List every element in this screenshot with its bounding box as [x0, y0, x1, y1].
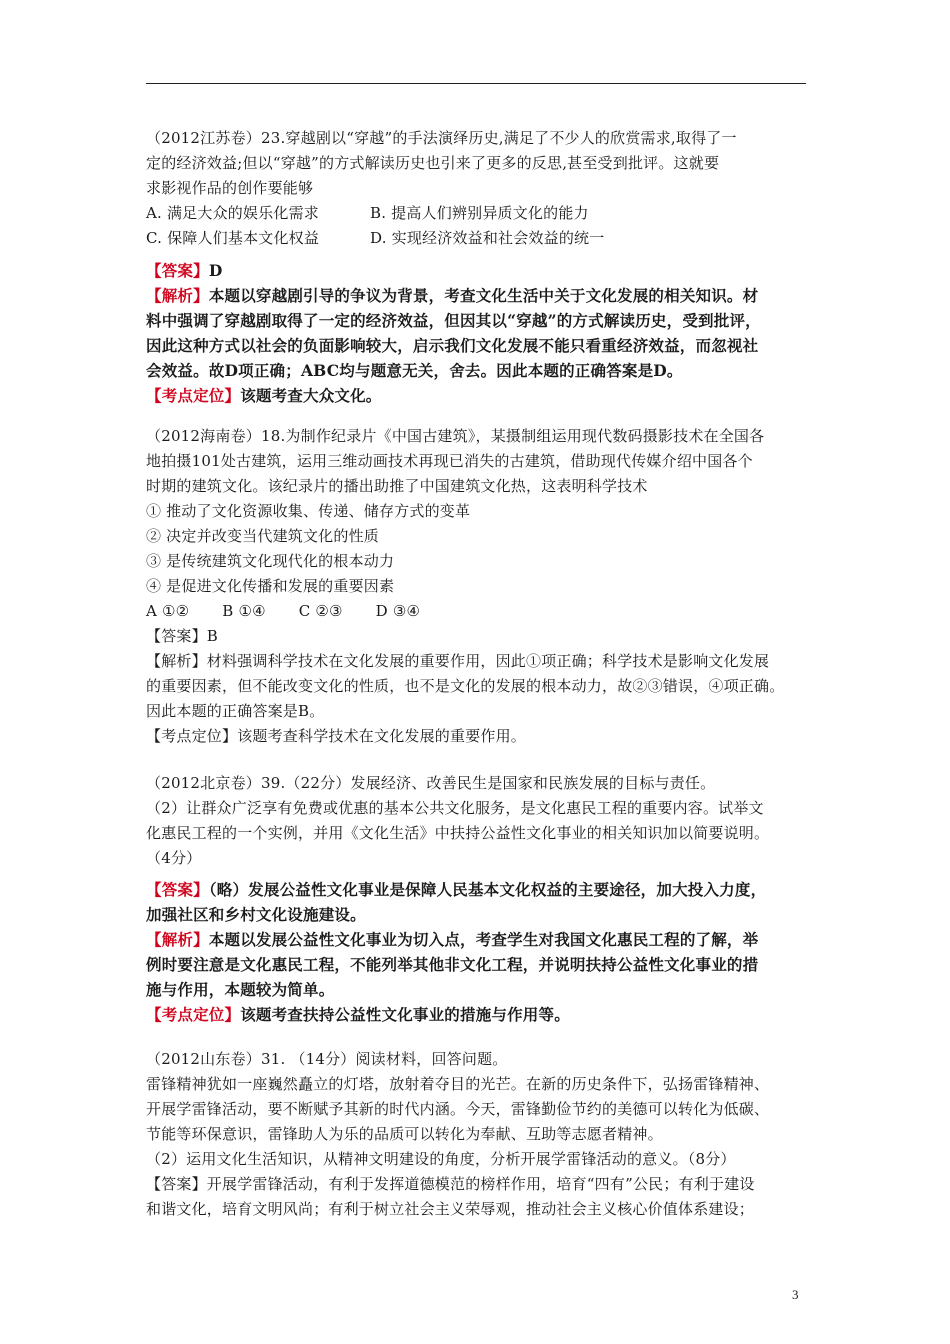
option-a: A. 满足大众的娱乐化需求 [146, 204, 319, 222]
analysis-line: 会效益。故D项正确；ABC均与题意无关，舍去。因此本题的正确答案是D。 [146, 361, 683, 380]
point-line: 【考点定位】该题考查科学技术在文化发展的重要作用。 [146, 727, 527, 745]
question-stem-line: （2012山东卷）31. （14分）阅读材料，回答问题。 [146, 1050, 508, 1068]
question-stem-line: （4分） [146, 849, 202, 867]
question-stem-line: 求影视作品的创作要能够 [146, 179, 314, 197]
analysis-tag: 【解析】 [146, 930, 209, 949]
analysis-line: 料中强调了穿越剧取得了一定的经济效益，但因其以“穿越”的方式解读历史，受到批评， [146, 311, 761, 330]
option-b: B. 提高人们辨别异质文化的能力 [370, 204, 589, 222]
point-tag: 【考点定位】 [146, 1005, 241, 1024]
choice-c: C ②③ [298, 602, 343, 620]
options-row [146, 226, 810, 251]
analysis-line: 【解析】本题以穿越剧引导的争议为背景，考查文化生活中关于文化发展的相关知识。材 [146, 286, 759, 305]
statement-item: ② 决定并改变当代建筑文化的性质 [146, 527, 379, 545]
answer-tag: 【答案】 [146, 880, 209, 899]
statement-item: ④ 是促进文化传播和发展的重要因素 [146, 577, 395, 595]
question-shandong [146, 1047, 810, 1222]
question-stem-line: 节能等环保意识，雷锋助人为乐的品质可以转化为奉献、互助等志愿者精神。 [146, 1125, 663, 1143]
analysis-line: 例时要注意是文化惠民工程，不能列举其他非文化工程，并说明扶持公益性文化事业的措 [146, 955, 759, 974]
page-number: 3 [792, 1287, 799, 1302]
choice-a: A ①② [146, 602, 190, 620]
answer-line: 和谐文化，培育文明风尚；有利于树立社会主义荣辱观，推动社会主义核心价值体系建设； [146, 1200, 755, 1218]
answer-line: 【答案】（略）发展公益性文化事业是保障人民基本文化权益的主要途径，加大投入力度， [146, 880, 767, 899]
point-line: 【考点定位】该题考查扶持公益性文化事业的措施与作用等。 [146, 1005, 570, 1024]
question-beijing [146, 771, 810, 871]
question-stem-line: （2012海南卷）18.为制作纪录片《中国古建筑》，某摄制组运用现代数码摄影技术在全国各 [146, 427, 765, 445]
answer-value: D [208, 261, 223, 280]
question-hainan [146, 424, 810, 749]
question-stem-line: （2012江苏卷）23.穿越剧以“穿越”的手法演绎历史,满足了不少人的欣赏需求,取得了一 [146, 129, 737, 147]
option-c: C. 保障人们基本文化权益 [146, 229, 320, 247]
question-stem-line: （2）运用文化生活知识，从精神文明建设的角度，分析开展学雷锋活动的意义。（8分） [146, 1150, 736, 1168]
answer-block-beijing [146, 877, 810, 1027]
question-stem-line: 定的经济效益;但以“穿越”的方式解读历史也引来了更多的反思,甚至受到批评。这就要 [146, 154, 720, 172]
question-stem-line: 开展学雷锋活动，要不断赋予其新的时代内涵。今天，雷锋勤俭节约的美德可以转化为低碳、 [146, 1100, 770, 1118]
question-stem-line: 地拍摄101处古建筑，运用三维动画技术再现已消失的古建筑，借助现代传媒介绍中国各个 [146, 452, 753, 470]
answer-line: 【答案】开展学雷锋活动，有利于发挥道德模范的榜样作用，培育“四有”公民；有利于建设 [146, 1175, 755, 1193]
point-tag: 【考点定位】 [146, 386, 241, 405]
choice-b: B ①④ [222, 602, 266, 620]
question-jiangsu [146, 126, 810, 251]
question-stem-line: （2012北京卷）39.（22分）发展经济、改善民生是国家和民族发展的目标与责任。 [146, 774, 716, 792]
analysis-line: 【解析】材料强调科学技术在文化发展的重要作用，因此①项正确；科学技术是影响文化发展 [146, 652, 770, 670]
answer-block-jiangsu [146, 258, 810, 408]
point-line: 【考点定位】该题考查大众文化。 [146, 386, 382, 405]
answer-tag: 【答案】 [146, 261, 209, 280]
answer-line: 加强社区和乡村文化设施建设。 [146, 905, 366, 924]
answer-line: 【答案】B [146, 627, 219, 645]
question-stem-line: 化惠民工程的一个实例，并用《文化生活》中扶持公益性文化事业的相关知识加以简要说明。 [146, 824, 770, 842]
choices-row [146, 599, 810, 624]
analysis-line: 的重要因素，但不能改变文化的性质，也不是文化的发展的根本动力，故②③错误，④项正确。 [146, 677, 785, 695]
analysis-line: 施与作用，本题较为简单。 [146, 980, 335, 999]
options-row [146, 201, 810, 226]
statement-item: ① 推动了文化资源收集、传递、储存方式的变革 [146, 502, 471, 520]
header-rule [146, 83, 806, 84]
analysis-line: 因此本题的正确答案是B。 [146, 702, 325, 720]
choice-d: D ③④ [375, 602, 421, 620]
option-d: D. 实现经济效益和社会效益的统一 [370, 229, 605, 247]
analysis-tag: 【解析】 [146, 286, 209, 305]
question-stem-line: （2）让群众广泛享有免费或优惠的基本公共文化服务，是文化惠民工程的重要内容。试举文 [146, 799, 764, 817]
analysis-line: 【解析】本题以发展公益性文化事业为切入点，考查学生对我国文化惠民工程的了解，举 [146, 930, 759, 949]
statement-item: ③ 是传统建筑文化现代化的根本动力 [146, 552, 395, 570]
question-stem-line: 时期的建筑文化。该纪录片的播出助推了中国建筑文化热，这表明科学技术 [146, 477, 648, 495]
question-stem-line: 雷锋精神犹如一座巍然矗立的灯塔，放射着夺目的光芒。在新的历史条件下，弘扬雷锋精神、 [146, 1075, 770, 1093]
answer-line [146, 258, 810, 283]
analysis-line: 因此这种方式以社会的负面影响较大，启示我们文化发展不能只看重经济效益，而忽视社 [146, 336, 759, 355]
